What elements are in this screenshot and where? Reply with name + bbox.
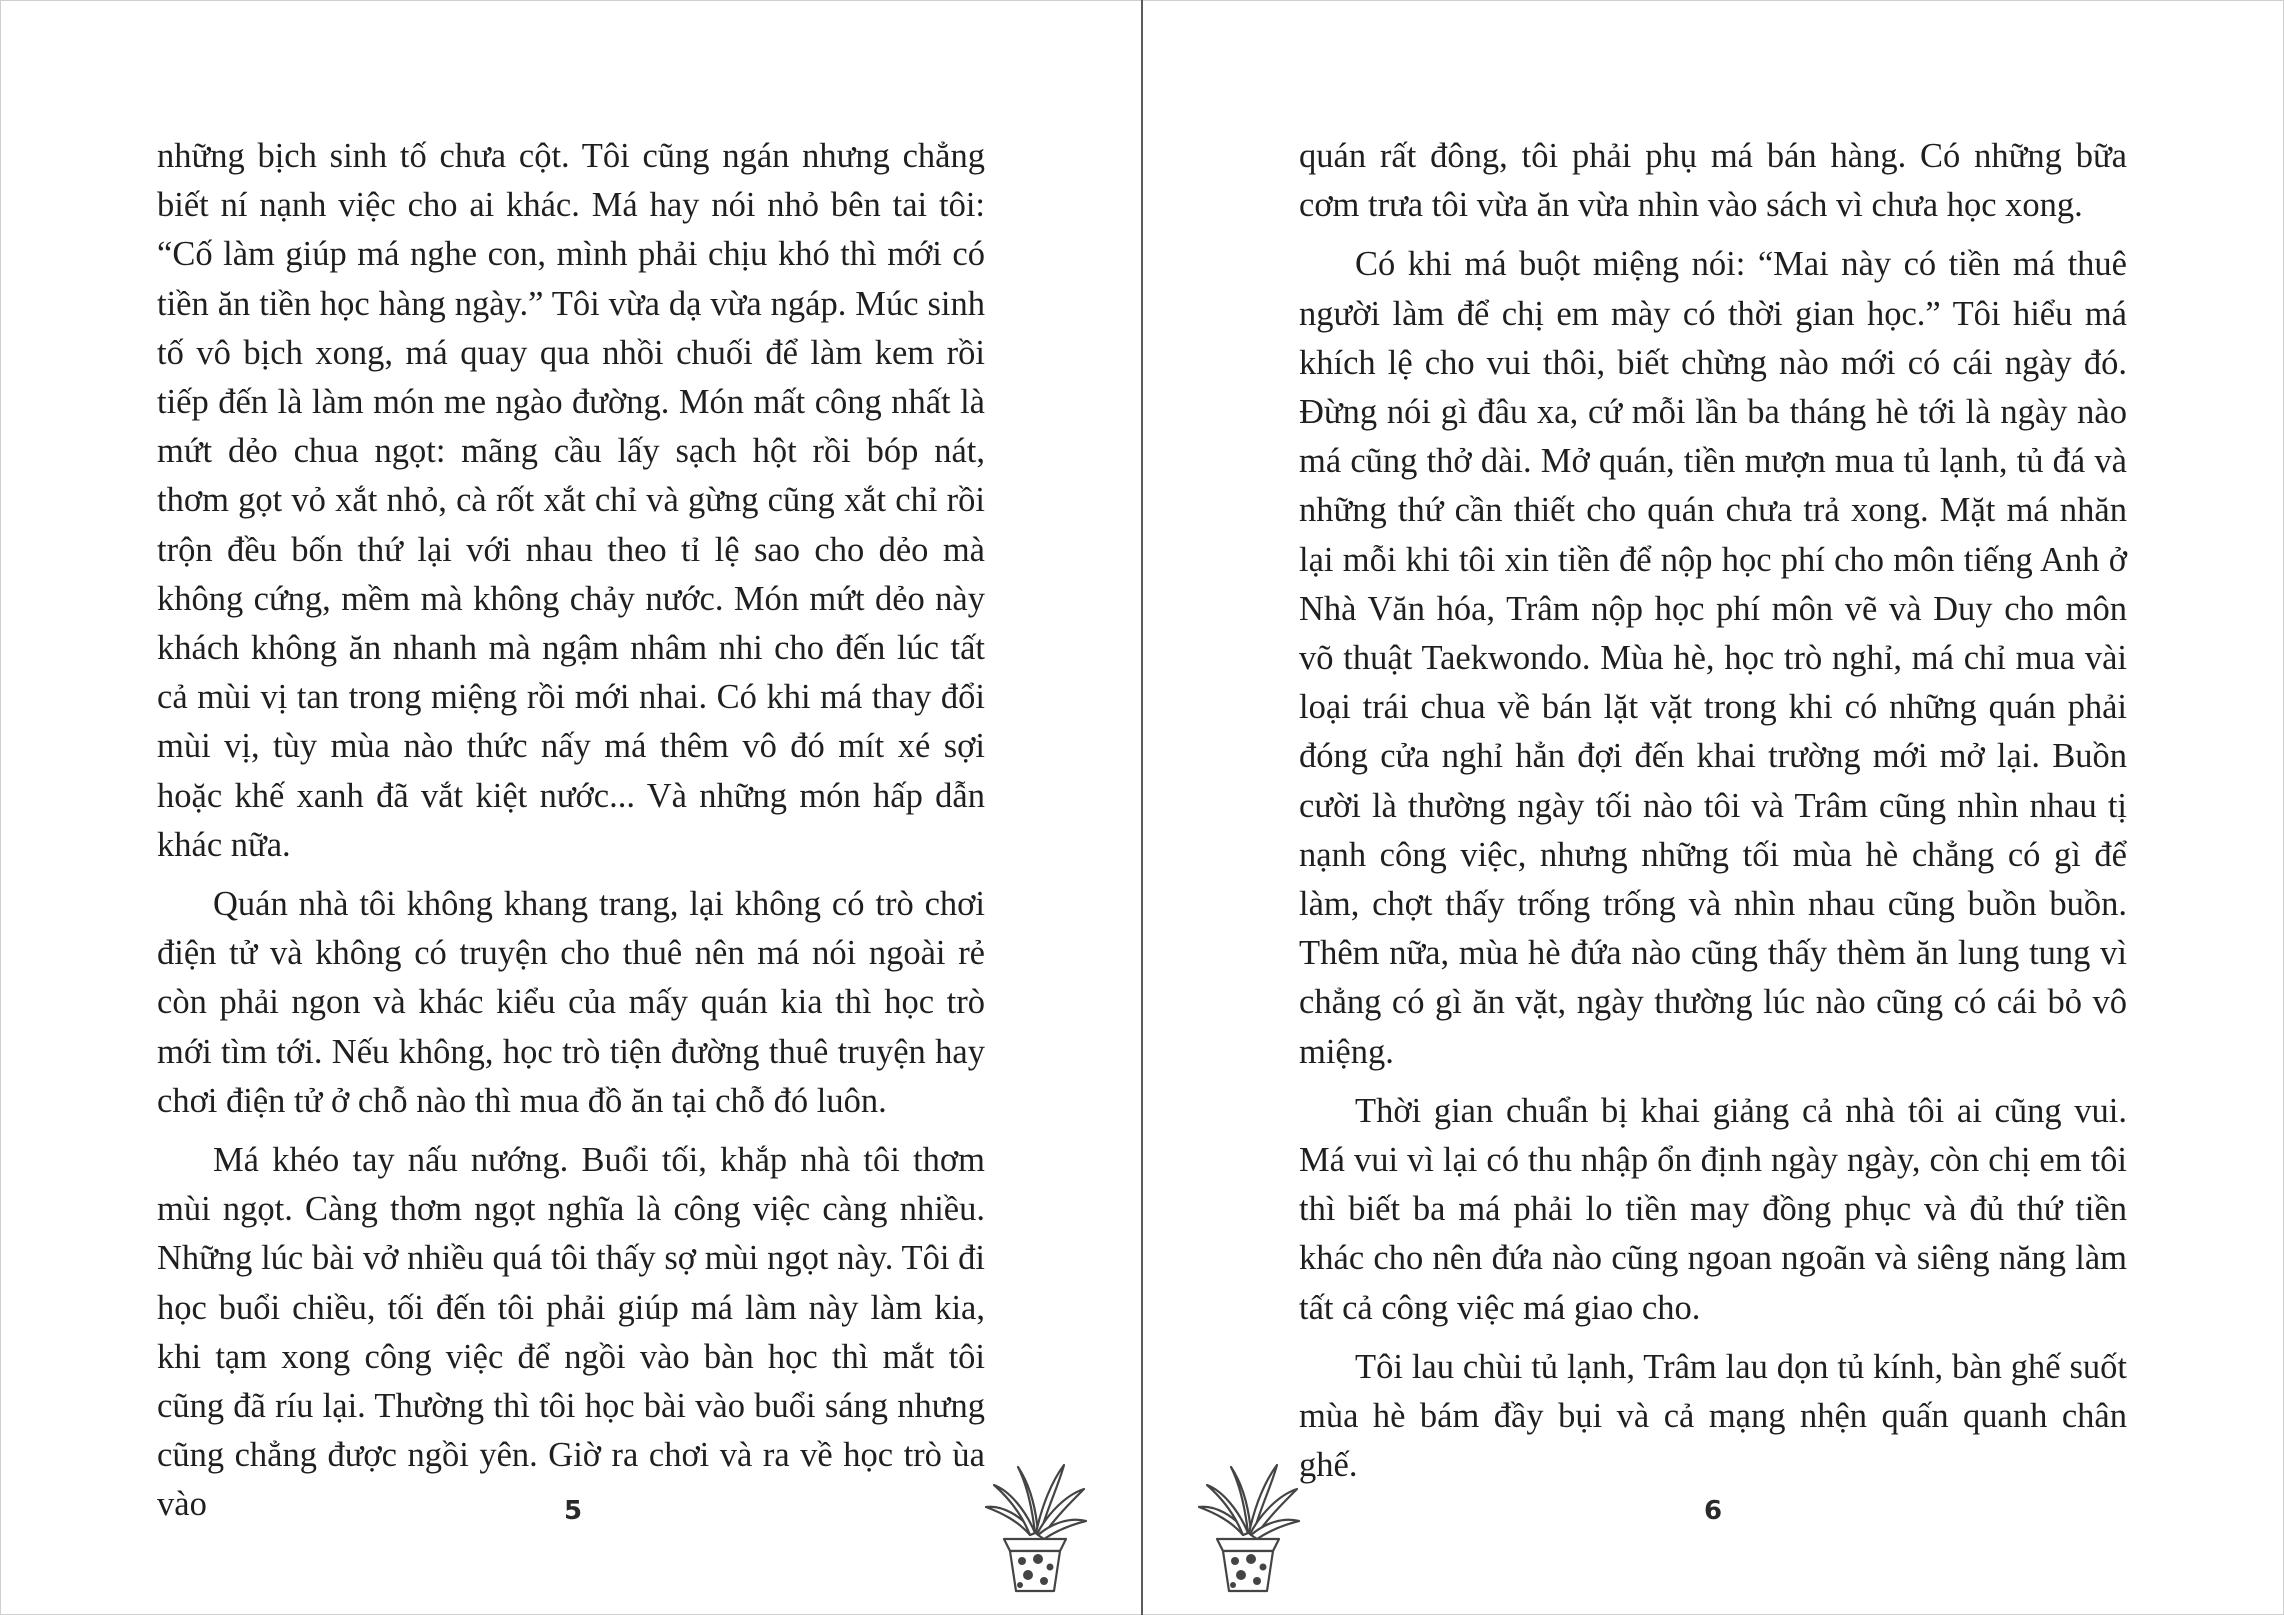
paragraph: Thời gian chuẩn bị khai giảng cả nhà tôi ai cũng vui. Má vui vì lại có thu nhập ổn định ngày ngày, còn chị em tôi thì biết ba má phải lo tiền may đồng phục và đủ thứ tiền khác cho nên đứa nào cũng ngoan ngoãn và siêng năng làm tất cả công việc má giao cho.	[1299, 1091, 2127, 1327]
page-number: 6	[1703, 1496, 1723, 1526]
potted-plant-icon	[980, 1455, 1090, 1595]
right-page	[1143, 0, 2284, 1615]
left-page-body	[157, 132, 985, 1530]
left-page	[0, 0, 1141, 1615]
paragraph: Quán nhà tôi không khang trang, lại không có trò chơi điện tử và không có truyện cho thuê nên má nói ngoài rẻ còn phải ngon và khác kiểu của mấy quán kia thì học trò mới tìm tới. Nếu không, học trò tiện đường thuê truyện hay chơi điện tử ở chỗ nào thì mua đồ ăn tại chỗ đó luôn.	[157, 885, 985, 1120]
page-number: 5	[563, 1496, 583, 1526]
potted-plant-icon	[1193, 1455, 1303, 1595]
paragraph: Má khéo tay nấu nướng. Buổi tối, khắp nhà tôi thơm mùi ngọt. Càng thơm ngọt nghĩa là công việc càng nhiều. Những lúc bài vở nhiều quá tôi thấy sợ mùi ngọt này. Tôi đi học buổi chiều, tối đến tôi phải giúp má làm này làm kia, khi tạm xong công việc để ngồi vào bàn học thì mắt tôi cũng đã ríu lại. Thường thì tôi học bài vào buổi sáng nhưng cũng chẳng được ngồi yên. Giờ ra chơi và ra về học trò ùa vào	[157, 1141, 985, 1524]
paragraph: Có khi má buột miệng nói: “Mai này có tiền má thuê người làm để chị em mày có thời gian học.” Tôi hiểu má khích lệ cho vui thôi, biết chừng nào mới có cái ngày đó. Đừng nói gì đâu xa, cứ mỗi lần ba tháng hè tới là ngày nào má cũng thở dài. Mở quán, tiền mượn mua tủ lạnh, tủ đá và những thứ cần thiết cho quán chưa trả xong. Mặt má nhăn lại mỗi khi tôi xin tiền để nộp học phí cho môn tiếng Anh ở Nhà Văn hóa, Trâm nộp học phí môn vẽ và Duy cho môn võ thuật Taekwondo. Mùa hè, học trò nghỉ, má chỉ mua vài loại trái chua về bán lặt vặt trong khi có những quán phải đóng cửa nghỉ hẳn đợi đến khai trường mới mở lại. Buồn cười là thường ngày tối nào tôi và Trâm cũng nhìn nhau tị nạnh công việc, nhưng những tối mùa hè chẳng có gì để làm, chợt thấy trống trống và nhìn nhau cũng buồn buồn. Thêm nữa, mùa hè đứa nào cũng thấy thèm ăn lung tung vì chẳng có gì ăn vặt, ngày thường lúc nào cũng có cái bỏ vô miệng.	[1299, 245, 2127, 1071]
paragraph: Tôi lau chùi tủ lạnh, Trâm lau dọn tủ kính, bàn ghế suốt mùa hè bám đầy bụi và cả mạng nhện quấn quanh chân ghế.	[1299, 1347, 2127, 1485]
paragraph: quán rất đông, tôi phải phụ má bán hàng. Có những bữa cơm trưa tôi vừa ăn vừa nhìn vào sách vì chưa học xong.	[1299, 137, 2127, 225]
right-page-body	[1299, 132, 2127, 1490]
paragraph: những bịch sinh tố chưa cột. Tôi cũng ngán nhưng chẳng biết ní nạnh việc cho ai khác. Má hay nói nhỏ bên tai tôi: “Cố làm giúp má nghe con, mình phải chịu khó thì mới có tiền ăn tiền học hàng ngày.” Tôi vừa dạ vừa ngáp. Múc sinh tố vô bịch xong, má quay qua nhồi chuối để làm kem rồi tiếp đến là làm món me ngào đường. Món mất công nhất là mứt dẻo chua ngọt: mãng cầu lấy sạch hột rồi bóp nát, thơm gọt vỏ xắt nhỏ, cà rốt xắt chỉ và gừng cũng xắt chỉ rồi trộn đều bốn thứ lại với nhau theo tỉ lệ sao cho dẻo mà không cứng, mềm mà không chảy nước. Món mứt dẻo này khách không ăn nhanh mà ngậm nhâm nhi cho đến lúc tất cả mùi vị tan trong miệng rồi mới nhai. Có khi má thay đổi mùi vị, tùy mùa nào thức nấy má thêm vô đó mít xé sợi hoặc khế xanh đã vắt kiệt nước... Và những món hấp dẫn khác nữa.	[157, 137, 985, 864]
